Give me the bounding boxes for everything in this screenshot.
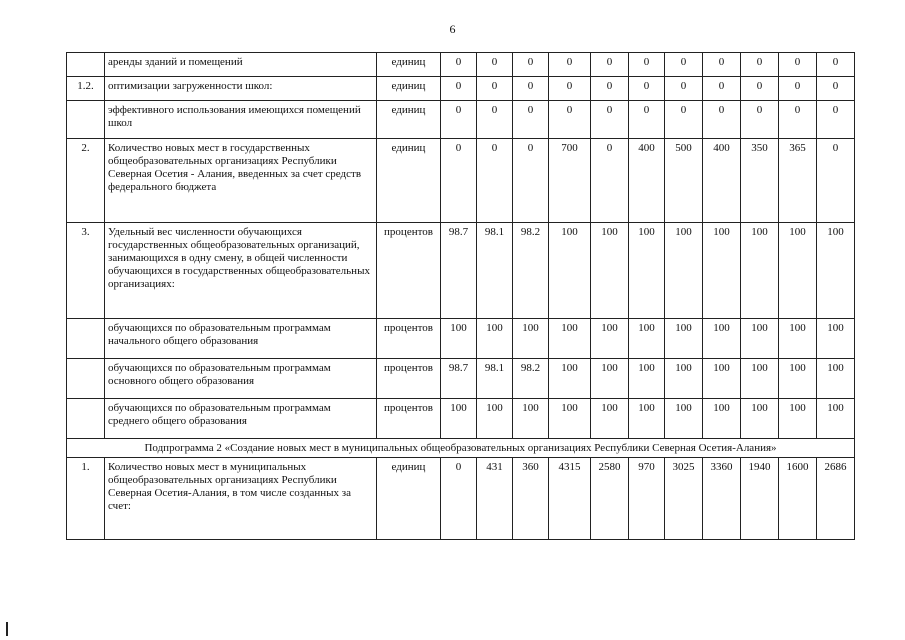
value-cell: 2580 — [591, 458, 629, 540]
value-cell: 0 — [629, 101, 665, 139]
value-cell: 0 — [441, 458, 477, 540]
value-cell: 100 — [741, 223, 779, 319]
value-cell: 100 — [817, 223, 855, 319]
value-cell: 0 — [441, 53, 477, 77]
value-cell: 0 — [591, 139, 629, 223]
value-cell: 0 — [549, 77, 591, 101]
value-cell: 100 — [591, 399, 629, 439]
value-cell: 100 — [513, 319, 549, 359]
value-cell: 100 — [817, 359, 855, 399]
value-cell: 0 — [513, 101, 549, 139]
value-cell: 100 — [477, 399, 513, 439]
value-cell: 0 — [779, 77, 817, 101]
row-number: 1.2. — [67, 77, 105, 101]
value-cell: 100 — [741, 359, 779, 399]
table-row — [67, 77, 855, 101]
value-cell: 100 — [629, 223, 665, 319]
value-cell: 100 — [741, 399, 779, 439]
value-cell: 100 — [549, 223, 591, 319]
table-row — [67, 101, 855, 139]
value-cell: 0 — [477, 101, 513, 139]
value-cell: 0 — [513, 139, 549, 223]
value-cell: 100 — [513, 399, 549, 439]
table-row — [67, 458, 855, 540]
value-cell: 0 — [549, 101, 591, 139]
table-row — [67, 53, 855, 77]
unit-cell: процентов — [377, 223, 441, 319]
value-cell: 100 — [441, 319, 477, 359]
scan-edge-mark — [6, 622, 8, 636]
value-cell: 98.7 — [441, 359, 477, 399]
value-cell: 100 — [629, 399, 665, 439]
value-cell: 0 — [477, 139, 513, 223]
page-number: 6 — [449, 22, 456, 36]
unit-cell: процентов — [377, 399, 441, 439]
value-cell: 400 — [703, 139, 741, 223]
value-cell: 0 — [441, 139, 477, 223]
indicator-description: обучающихся по образовательным программам среднего общего образования — [105, 399, 377, 439]
value-cell: 98.1 — [477, 223, 513, 319]
unit-cell: процентов — [377, 359, 441, 399]
value-cell: 100 — [703, 399, 741, 439]
value-cell: 0 — [703, 53, 741, 77]
value-cell: 100 — [779, 359, 817, 399]
value-cell: 0 — [703, 77, 741, 101]
value-cell: 0 — [741, 101, 779, 139]
indicator-description: обучающихся по образовательным программам основного общего образования — [105, 359, 377, 399]
value-cell: 100 — [591, 223, 629, 319]
value-cell: 100 — [441, 399, 477, 439]
value-cell: 100 — [549, 399, 591, 439]
value-cell: 431 — [477, 458, 513, 540]
unit-cell: единиц — [377, 139, 441, 223]
value-cell: 100 — [741, 319, 779, 359]
value-cell: 100 — [665, 319, 703, 359]
value-cell: 4315 — [549, 458, 591, 540]
row-number — [67, 399, 105, 439]
subprogram-row — [67, 439, 855, 458]
unit-cell: единиц — [377, 53, 441, 77]
value-cell: 0 — [513, 53, 549, 77]
row-number: 1. — [67, 458, 105, 540]
row-number — [67, 53, 105, 77]
value-cell: 400 — [629, 139, 665, 223]
table-row — [67, 359, 855, 399]
value-cell: 0 — [741, 53, 779, 77]
value-cell: 98.7 — [441, 223, 477, 319]
value-cell: 0 — [665, 53, 703, 77]
value-cell: 100 — [703, 359, 741, 399]
value-cell: 98.2 — [513, 223, 549, 319]
value-cell: 365 — [779, 139, 817, 223]
value-cell: 100 — [665, 223, 703, 319]
indicator-description: Удельный вес численности обучающихся государственных общеобразовательных организаций, занимающихся в одну смену, в общей численности обучающихся в государственных общеобразовательных организациях: — [105, 223, 377, 319]
value-cell: 100 — [817, 399, 855, 439]
value-cell: 350 — [741, 139, 779, 223]
value-cell: 0 — [591, 53, 629, 77]
value-cell: 1600 — [779, 458, 817, 540]
indicator-description: Количество новых мест в муниципальных общеобразовательных организациях Республики Северная Осетия-Алания, в том числе созданных за счет: — [105, 458, 377, 540]
row-number — [67, 359, 105, 399]
value-cell: 0 — [665, 77, 703, 101]
value-cell: 100 — [703, 223, 741, 319]
indicator-description: Количество новых мест в государственных общеобразовательных организациях Республики Северная Осетия - Алания, введенных за счет средств федерального бюджета — [105, 139, 377, 223]
indicator-description: эффективного использования имеющихся помещений школ — [105, 101, 377, 139]
value-cell: 0 — [741, 77, 779, 101]
value-cell: 0 — [591, 101, 629, 139]
table-row — [67, 223, 855, 319]
unit-cell: процентов — [377, 319, 441, 359]
value-cell: 0 — [817, 101, 855, 139]
value-cell: 0 — [779, 53, 817, 77]
value-cell: 100 — [703, 319, 741, 359]
row-number — [67, 319, 105, 359]
value-cell: 970 — [629, 458, 665, 540]
value-cell: 100 — [477, 319, 513, 359]
unit-cell: единиц — [377, 101, 441, 139]
value-cell: 0 — [817, 77, 855, 101]
value-cell: 2686 — [817, 458, 855, 540]
value-cell: 3025 — [665, 458, 703, 540]
value-cell: 100 — [779, 319, 817, 359]
row-number — [67, 101, 105, 139]
value-cell: 100 — [665, 359, 703, 399]
table-row — [67, 399, 855, 439]
value-cell: 0 — [779, 101, 817, 139]
indicator-description: обучающихся по образовательным программам начального общего образования — [105, 319, 377, 359]
value-cell: 100 — [779, 223, 817, 319]
unit-cell: единиц — [377, 77, 441, 101]
indicators-table — [66, 52, 855, 540]
unit-cell: единиц — [377, 458, 441, 540]
value-cell: 98.1 — [477, 359, 513, 399]
value-cell: 100 — [779, 399, 817, 439]
value-cell: 100 — [665, 399, 703, 439]
value-cell: 100 — [591, 319, 629, 359]
indicator-description: оптимизации загруженности школ: — [105, 77, 377, 101]
row-number: 2. — [67, 139, 105, 223]
value-cell: 100 — [549, 319, 591, 359]
value-cell: 100 — [549, 359, 591, 399]
value-cell: 0 — [549, 53, 591, 77]
subprogram-title: Подпрограмма 2 «Создание новых мест в муниципальных общеобразовательных организациях Республики Северная Осетия-Алания» — [67, 439, 855, 458]
value-cell: 700 — [549, 139, 591, 223]
value-cell: 100 — [591, 359, 629, 399]
value-cell: 0 — [591, 77, 629, 101]
value-cell: 360 — [513, 458, 549, 540]
value-cell: 98.2 — [513, 359, 549, 399]
value-cell: 100 — [629, 319, 665, 359]
value-cell: 0 — [703, 101, 741, 139]
value-cell: 0 — [817, 53, 855, 77]
value-cell: 0 — [629, 53, 665, 77]
row-number: 3. — [67, 223, 105, 319]
value-cell: 0 — [477, 53, 513, 77]
value-cell: 1940 — [741, 458, 779, 540]
table-row — [67, 139, 855, 223]
value-cell: 500 — [665, 139, 703, 223]
value-cell: 0 — [513, 77, 549, 101]
value-cell: 0 — [665, 101, 703, 139]
indicator-description: аренды зданий и помещений — [105, 53, 377, 77]
value-cell: 0 — [477, 77, 513, 101]
value-cell: 100 — [817, 319, 855, 359]
value-cell: 100 — [629, 359, 665, 399]
value-cell: 0 — [817, 139, 855, 223]
value-cell: 0 — [629, 77, 665, 101]
value-cell: 0 — [441, 77, 477, 101]
table-row — [67, 319, 855, 359]
value-cell: 3360 — [703, 458, 741, 540]
value-cell: 0 — [441, 101, 477, 139]
